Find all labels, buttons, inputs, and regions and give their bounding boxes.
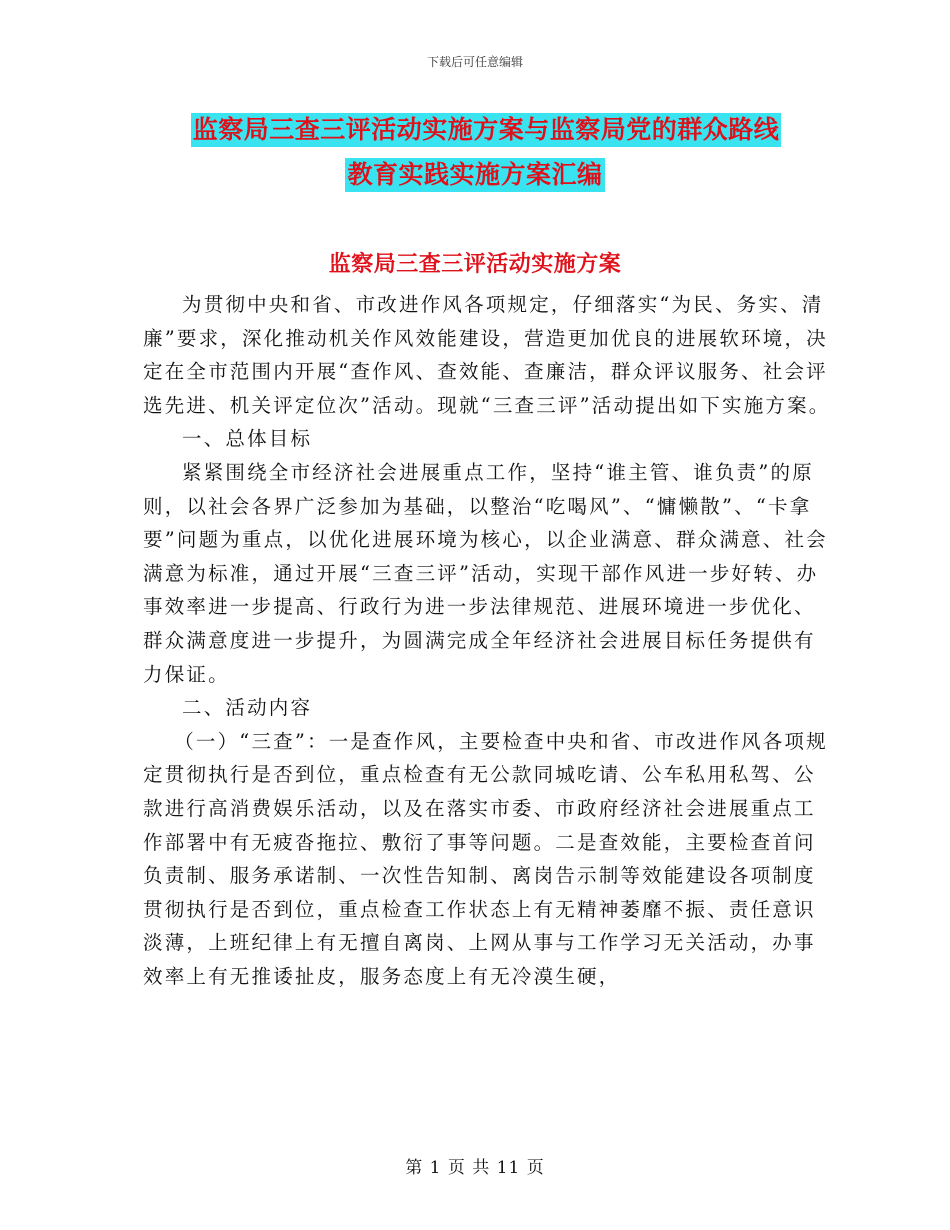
main-title-line-1: 监察局三查三评活动实施方案与监察局党的群众路线 — [191, 113, 782, 147]
page-footer: 第 1 页 共 11 页 — [405, 1158, 545, 1178]
paragraph-overall-goal: 紧紧围绕全市经济社会进展重点工作，坚持“谁主管、谁负责”的原则，以社会各界广泛参加为基础，以整治“吃喝风”、“慵懒散”、“卡拿要”问题为重点，以优化进展环境为核心，以企业满意、群众满意、社会满意为标准，通过开展“三查三评”活动，实现干部作风进一步好转、办事效率进一步提高、行政行为进一步法律规范、进展环境进一步优化、群众满意度进一步提升，为圆满完成全年经济社会进展目标任务提供有力保证。 — [143, 460, 828, 686]
heading-overall-goal: 一、总体目标 — [182, 427, 313, 451]
section-title: 监察局三查三评活动实施方案 — [328, 252, 622, 277]
main-title-line-2: 教育实践实施方案汇编 — [345, 158, 604, 192]
heading-activity-content: 二、活动内容 — [182, 696, 313, 720]
main-title-line-2-wrap — [0, 158, 950, 192]
paragraph-intro: 为贯彻中央和省、市改进作风各项规定，仔细落实“为民、务实、清廉”要求，深化推动机关作风效能建设，营造更加优良的进展软环境，决定在全市范围内开展“查作风、查效能、查廉洁，群众评议服务、社会评选先进、机关评定位次”活动。现就“三查三评”活动提出如下实施方案。 — [143, 293, 831, 417]
paragraph-three-checks: （一）“三查”：一是查作风，主要检查中央和省、市改进作风各项规定贯彻执行是否到位，重点检查有无公款同城吃请、公车私用私驾、公款进行高消费娱乐活动，以及在落实市委、市政府经济社会进展重点工作部署中有无疲沓拖拉、敷衍了事等问题。二是查效能，主要检查首问负责制、服务承诺制、一次性告知制、离岗告示制等效能建设各项制度贯彻执行是否到位，重点检查工作状态上有无精神萎靡不振、责任意识淡薄，上班纪律上有无擅自离岗、上网从事与工作学习无关活动，办事效率上有无推诿扯皮，服务态度上有无冷漠生硬， — [143, 729, 828, 988]
document-body — [143, 288, 833, 993]
main-title-line-1-wrap — [0, 113, 950, 147]
page-header: 下载后可任意编辑 — [426, 55, 523, 69]
